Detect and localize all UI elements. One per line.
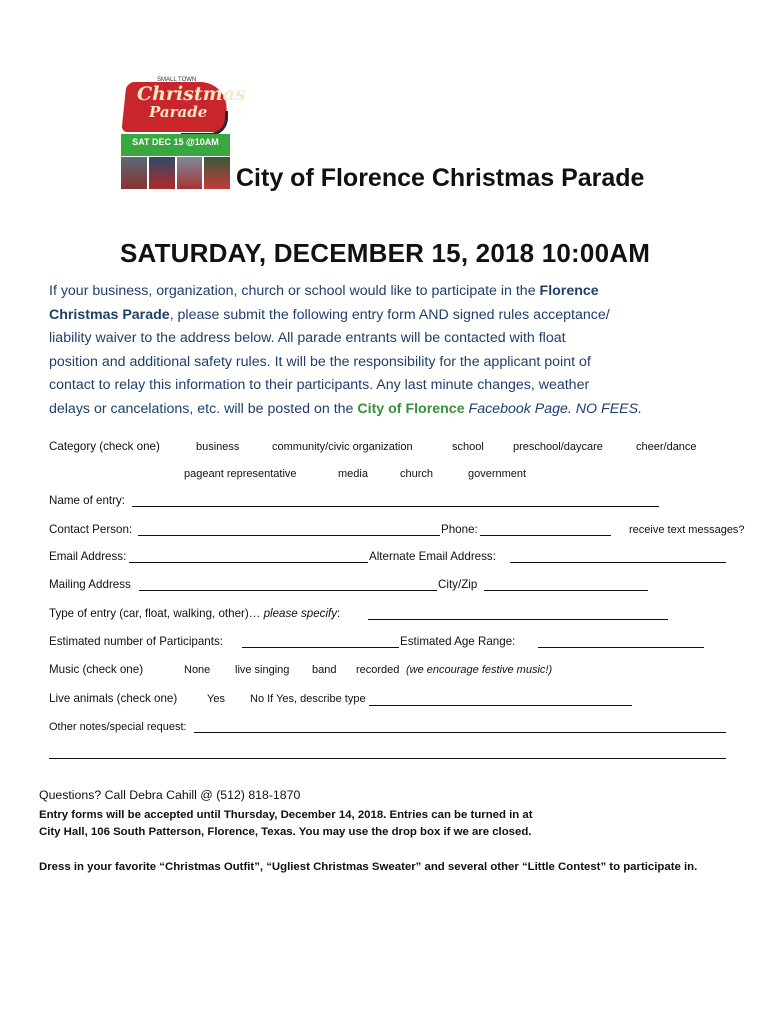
age-range-field[interactable] (538, 647, 704, 648)
logo-top-text: SMALL TOWN (157, 77, 197, 83)
logo-parade-text: Parade (149, 103, 208, 121)
category-label: Category (check one) (49, 440, 160, 453)
deadline-text-line2: City Hall, 106 South Patterson, Florence, Texas. You may use the drop box if we are closed. (39, 826, 532, 838)
event-date-heading: SATURDAY, DECEMBER 15, 2018 10:00AM (120, 238, 651, 268)
mailing-address-field[interactable] (139, 590, 437, 591)
contact-person-field[interactable] (138, 535, 440, 536)
category-option-cheer[interactable]: cheer/dance (636, 441, 697, 453)
city-zip-field[interactable] (484, 590, 648, 591)
type-of-entry-specify: please specify (263, 607, 338, 620)
intro-emphasis: Christmas Parade (49, 306, 170, 323)
other-notes-label: Other notes/special request: (49, 721, 187, 733)
intro-text: liability waiver to the address below. All parade entrants will be contacted with float (49, 330, 566, 346)
type-of-entry-text: Type of entry (car, float, walking, other)… (49, 607, 264, 620)
sleigh-icon (181, 111, 228, 136)
email-field[interactable] (129, 562, 368, 563)
animal-type-field[interactable] (369, 705, 632, 706)
music-option-band[interactable]: band (312, 664, 337, 676)
photo-image (121, 157, 147, 189)
document-title: City of Florence Christmas Parade (236, 164, 645, 192)
photo-image (177, 157, 203, 189)
phone-field[interactable] (480, 535, 611, 536)
category-option-government[interactable]: government (468, 468, 527, 480)
logo-date-text: SAT DEC 15 @10AM (132, 137, 219, 147)
category-option-media[interactable]: media (338, 468, 368, 480)
intro-paragraph (49, 280, 739, 421)
email-label: Email Address: (49, 550, 127, 563)
other-notes-field[interactable] (194, 732, 726, 733)
music-option-none[interactable]: None (184, 664, 211, 676)
animals-option-no[interactable]: No If Yes, describe type (250, 693, 366, 705)
questions-contact: Questions? Call Debra Cahill @ (512) 818-1870 (39, 788, 301, 802)
participants-field[interactable] (242, 647, 399, 648)
type-of-entry-field[interactable] (368, 619, 668, 620)
age-range-label: Estimated Age Range: (400, 635, 516, 648)
category-option-business[interactable]: business (196, 441, 240, 453)
intro-text: delays or cancelations, etc. will be posted on the (49, 400, 358, 417)
mailing-address-label: Mailing Address (49, 578, 131, 591)
participants-label: Estimated number of Participants: (49, 635, 223, 648)
receive-text-option[interactable]: receive text messages? (629, 524, 745, 536)
photo-image (204, 157, 230, 189)
name-of-entry-label: Name of entry: (49, 494, 126, 507)
category-option-community[interactable]: community/civic organization (272, 441, 413, 453)
intro-text: If your business, organization, church or school would like to participate in the (49, 283, 540, 299)
deadline-text-line1: Entry forms will be accepted until Thursday, December 14, 2018. Entries can be turned in at (39, 809, 533, 821)
photo-image (149, 157, 175, 189)
contact-person-label: Contact Person: (49, 523, 133, 536)
other-notes-field-line2[interactable] (49, 758, 726, 759)
music-option-live-singing[interactable]: live singing (235, 664, 290, 676)
city-zip-label: City/Zip (438, 578, 478, 591)
intro-emphasis: Florence (539, 283, 599, 299)
category-option-pageant[interactable]: pageant representative (184, 468, 297, 480)
phone-label: Phone: (441, 523, 478, 536)
parade-logo (121, 77, 246, 189)
category-option-preschool[interactable]: preschool/daycare (513, 441, 603, 453)
music-option-recorded[interactable]: recorded (356, 664, 400, 676)
type-of-entry-label (49, 607, 340, 620)
city-link-text: City of Florence (357, 400, 465, 417)
intro-text: contact to relay this information to their participants. Any last minute changes, weather (49, 377, 590, 393)
type-of-entry-colon: : (337, 607, 341, 620)
live-animals-label: Live animals (check one) (49, 692, 178, 705)
animals-option-yes[interactable]: Yes (207, 693, 225, 705)
logo-photo-strip (121, 157, 230, 189)
intro-text: , please submit the following entry form AND signed rules acceptance/ (169, 306, 610, 323)
music-label: Music (check one) (49, 663, 144, 676)
dress-contest-text: Dress in your favorite “Christmas Outfit”, “Ugliest Christmas Sweater” and several other “Little Contest” to participate in. (39, 861, 698, 873)
intro-text: position and additional safety rules. It will be the responsibility for the applicant point of (49, 353, 591, 370)
alternate-email-label: Alternate Email Address: (369, 550, 496, 563)
category-option-school[interactable]: school (452, 441, 484, 453)
music-note: (we encourage festive music!) (406, 664, 553, 676)
name-of-entry-field[interactable] (132, 506, 659, 507)
logo-christmas-text: Christmas (137, 83, 246, 105)
intro-facebook-text: Facebook Page. NO FEES. (464, 400, 643, 417)
category-option-church[interactable]: church (400, 468, 434, 480)
alternate-email-field[interactable] (510, 562, 726, 563)
